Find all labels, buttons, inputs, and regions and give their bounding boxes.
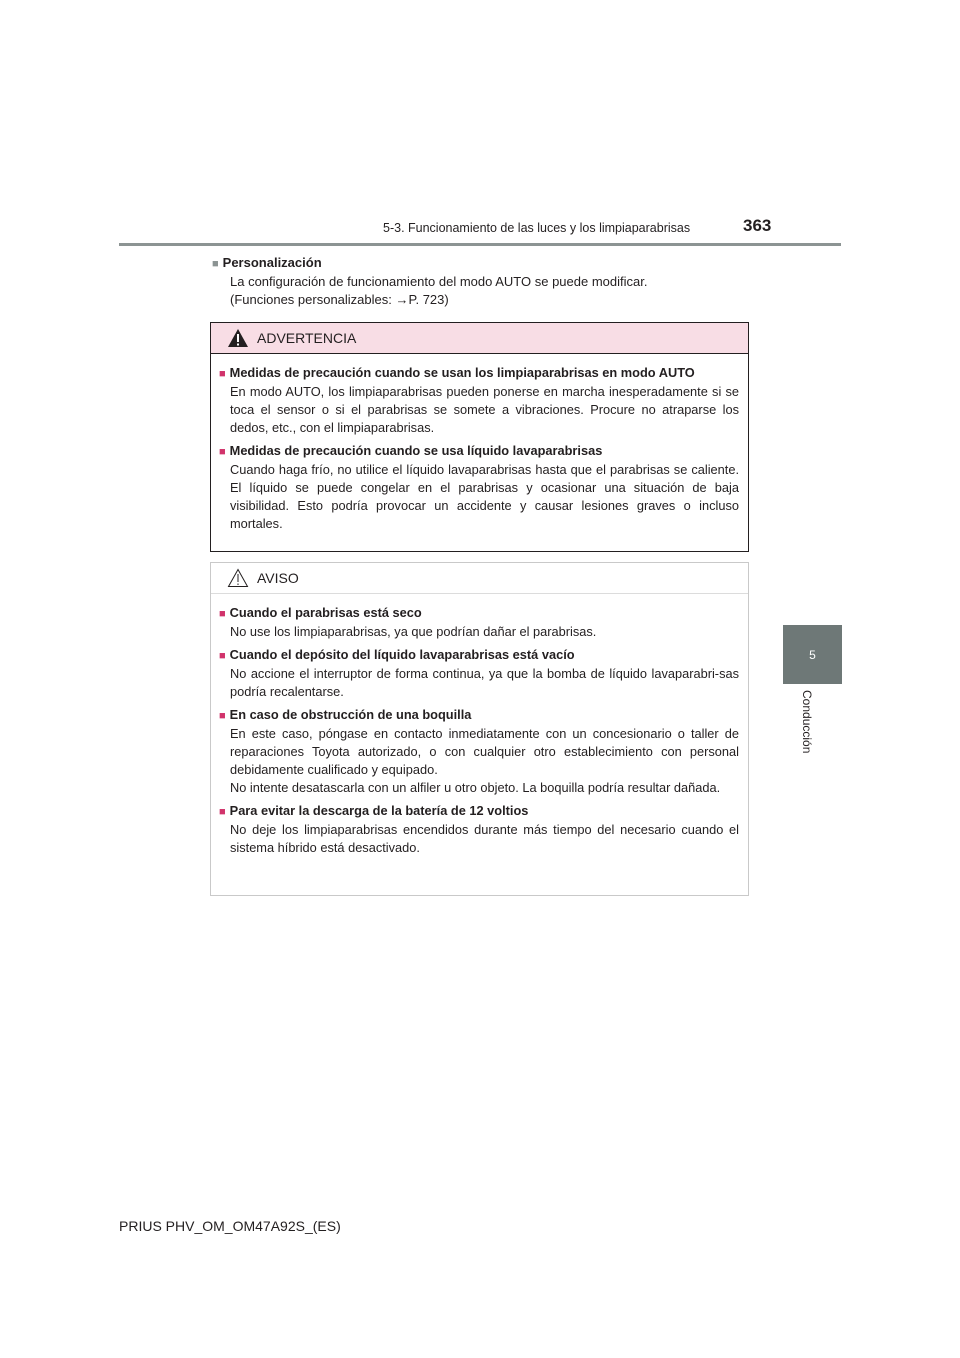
item-title xyxy=(219,802,739,821)
chapter-tab xyxy=(783,625,842,684)
item-body: No accione el interruptor de forma continua, ya que la bomba de líquido lavaparabri-sas podría recalentarse. xyxy=(230,666,739,699)
intro-line-2: (Funciones personalizables: →P. 723) xyxy=(230,292,449,307)
intro-section xyxy=(212,254,752,309)
notice-content xyxy=(211,594,748,857)
notice-title: AVISO xyxy=(257,570,299,586)
warning-box xyxy=(210,322,749,552)
warning-content xyxy=(211,354,748,533)
item-title-text: Medidas de precaución cuando se usa líquido lavaparabrisas xyxy=(229,443,603,458)
item-body: Cuando haga frío, no utilice el líquido lavaparabrisas hasta que el parabrisas se caliente. El líquido se puede congelar en el parabrisas y ocasionar una situación de baja visibilidad. Esto podría provocar un accidente y causar lesiones graves o incluso mortales. xyxy=(230,462,739,531)
item-title-text: Medidas de precaución cuando se usan los limpiaparabrisas en modo AUTO xyxy=(229,365,695,380)
list-item xyxy=(219,646,739,701)
caution-triangle-outline-icon xyxy=(227,568,249,588)
item-title-text: En caso de obstrucción de una boquilla xyxy=(229,707,472,722)
notice-header xyxy=(211,563,748,594)
square-bullet-icon: ■ xyxy=(219,446,226,458)
intro-line-1: La configuración de funcionamiento del modo AUTO se puede modificar. xyxy=(230,274,648,289)
square-bullet-icon: ■ xyxy=(212,258,219,270)
square-bullet-icon: ■ xyxy=(219,650,226,662)
intro-title: Personalización xyxy=(222,255,322,270)
square-bullet-icon: ■ xyxy=(219,710,226,722)
list-item xyxy=(219,706,739,797)
chapter-label: Conducción xyxy=(800,690,814,754)
item-title-text: Para evitar la descarga de la batería de 12 voltios xyxy=(229,803,529,818)
list-item xyxy=(219,802,739,857)
header-divider xyxy=(119,243,841,246)
item-body: En este caso, póngase en contacto inmediatamente con un concesionario o taller de reparaciones Toyota autorizado, o con cualquier otro establecimiento con personal debidamente cualificado y equipado. xyxy=(230,726,739,777)
item-body: En modo AUTO, los limpiaparabrisas pueden ponerse en marcha inesperadamente si se toca el sensor o si el parabrisas se somete a vibraciones. Procure no atraparse los dedos, etc., con el limpiaparabrisas. xyxy=(230,384,739,435)
list-item xyxy=(219,442,739,533)
item-title-text: Cuando el parabrisas está seco xyxy=(229,605,422,620)
warning-title: ADVERTENCIA xyxy=(257,330,357,346)
square-bullet-icon: ■ xyxy=(219,806,226,818)
page-number: 363 xyxy=(743,216,772,235)
item-title xyxy=(219,604,739,623)
list-item xyxy=(219,604,739,641)
chapter-number: 5 xyxy=(809,647,816,662)
section-title: 5-3. Funcionamiento de las luces y los limpiaparabrisas xyxy=(383,221,691,235)
intro-heading xyxy=(212,254,752,273)
item-body: No deje los limpiaparabrisas encendidos durante más tiempo del necesario cuando el sistema híbrido está desactivado. xyxy=(230,822,739,855)
list-item xyxy=(219,364,739,437)
warning-triangle-icon xyxy=(227,328,249,348)
item-body: No use los limpiaparabrisas, ya que podrían dañar el parabrisas. xyxy=(230,624,597,639)
square-bullet-icon: ■ xyxy=(219,608,226,620)
document-id: PRIUS PHV_OM_OM47A92S_(ES) xyxy=(119,1218,341,1234)
item-title xyxy=(219,442,739,461)
item-body-extra: No intente desatascarla con un alfiler u otro objeto. La boquilla podría resultar dañada. xyxy=(230,780,721,795)
warning-header xyxy=(211,323,748,354)
item-title xyxy=(219,364,739,383)
item-title xyxy=(219,706,739,725)
item-title-text: Cuando el depósito del líquido lavaparabrisas está vacío xyxy=(229,647,575,662)
item-title xyxy=(219,646,739,665)
notice-box xyxy=(210,562,749,896)
square-bullet-icon: ■ xyxy=(219,368,226,380)
